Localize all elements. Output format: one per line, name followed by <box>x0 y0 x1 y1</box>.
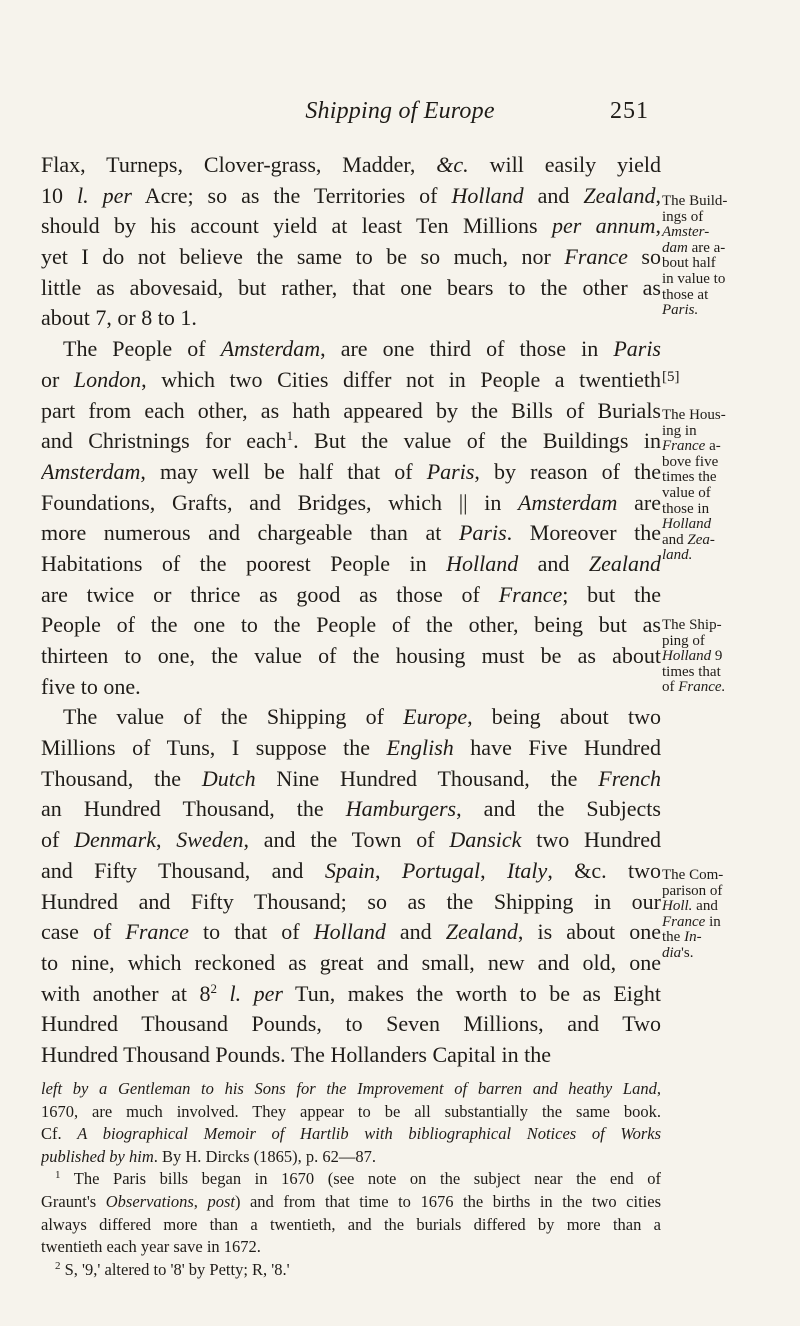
margin-note-line: dam are a- <box>662 239 726 256</box>
margin-note-line: those at <box>662 286 709 303</box>
text-line: The value of the Shipping of Europe, being about two <box>63 704 661 730</box>
margin-note-line: Holland <box>662 516 712 533</box>
text-line: are twice or thrice as good as those of France; but the <box>41 581 661 607</box>
margin-note-line: those in <box>662 500 710 517</box>
text-line: case of France to that of Holland and Zealand, is about one <box>41 919 661 945</box>
text-line: more numerous and chargeable than at Paris. Moreover the <box>41 520 661 546</box>
running-title: Shipping of Europe <box>305 98 495 124</box>
footnote-line: Graunt's Observations, post) and from that time to 1676 the births in the two cities <box>41 1191 661 1211</box>
text-line: and Christnings for each$^1$. But the value of the Buildings in <box>41 428 661 454</box>
margin-note-line: value of <box>662 484 711 501</box>
text-line: thirteen to one, the value of the housing must be as about <box>41 643 661 668</box>
margin-note-line: The Hous- <box>662 407 726 423</box>
margin-note-line: France a- <box>662 438 721 455</box>
margin-note-line: of France. <box>662 679 726 696</box>
text-line: Thousand, the Dutch Nine Hundred Thousand, the French <box>41 765 661 791</box>
text-line: part from each other, as hath appeared by the Bills of Burials <box>41 397 661 423</box>
page-number: 251 <box>610 98 649 124</box>
margin-note-line: and Zea- <box>662 531 715 548</box>
margin-note-line: [5] <box>662 369 680 385</box>
text-line: Habitations of the poorest People in Holland and Zealand <box>41 550 661 576</box>
margin-note-line: The Ship- <box>662 617 722 633</box>
text-line: People of the one to the People of the other, being but as <box>41 612 661 638</box>
margin-note-line: The Com- <box>662 867 724 883</box>
footnote-line: Cf. A biographical Memoir of Hartlib with bibliographical Notices of Works <box>41 1124 661 1144</box>
text-line: Hundred and Fifty Thousand; so as the Shipping in our <box>41 888 661 914</box>
text-line: yet I do not believe the same to be so much, nor France so <box>41 244 661 270</box>
text-line: should by his account yield at least Ten Millions per annum, <box>41 213 661 239</box>
text-line: an Hundred Thousand, the Hamburgers, and the Subjects <box>41 796 661 822</box>
text-line: of Denmark, Sweden, and the Town of Dansick two Hundred <box>41 827 661 853</box>
margin-note-line: Amster- <box>662 224 710 241</box>
text-line: 10 l. per Acre; so as the Territories of Holland and Zealand, <box>41 182 661 208</box>
footnotes <box>41 1078 661 1281</box>
margin-note <box>662 618 797 696</box>
text-line: five to one. <box>41 673 141 699</box>
text-line: little as abovesaid, but rather, that one bears to the other as <box>41 274 661 300</box>
footnote-line: published by him. By H. Dircks (1865), p. 62—87. <box>41 1146 377 1166</box>
margin-note-line: France in <box>662 913 721 930</box>
footnote-line: twentieth each year save in 1672. <box>41 1237 261 1257</box>
margin-note <box>662 408 797 564</box>
margin-note-line: parison of <box>662 882 723 899</box>
text-line: and Fifty Thousand, and Spain, Portugal, Italy, &c. two <box>41 857 661 883</box>
footnote-line: $^1$ The Paris bills began in 1670 (see note on the subject near the end of <box>55 1169 661 1189</box>
text-line: Hundred Thousand Pounds, to Seven Millions, and Two <box>41 1011 661 1037</box>
text-line: with another at $8^2$ l. per Tun, makes the worth to be as Eight <box>41 980 661 1006</box>
margin-note-line: ping of <box>662 632 705 649</box>
margin-note <box>662 370 797 386</box>
footnote-line: $^2$ S, '9,' altered to '8' by Petty; R, '8.' <box>55 1259 290 1279</box>
text-line: Amsterdam, may well be half that of Paris, by reason of the <box>41 458 661 484</box>
margin-note-line: times that <box>662 663 721 680</box>
margin-note <box>662 194 797 319</box>
margin-note-line: bove five <box>662 453 719 470</box>
margin-note-line: the In- <box>662 929 702 946</box>
margin-note-line: ings of <box>662 208 704 225</box>
margin-note-line: times the <box>662 469 717 486</box>
main-text <box>41 150 661 1071</box>
margin-note-line: in value to <box>662 270 726 287</box>
text-line: The People of Amsterdam, are one third of those in Paris <box>63 336 661 362</box>
margin-note-line: ing in <box>662 422 697 439</box>
margin-note-line: dia's. <box>662 944 694 961</box>
page-header <box>0 98 800 132</box>
margin-note-line: land. <box>662 547 693 564</box>
margin-note-line: Holland 9 <box>662 648 723 665</box>
text-line: to nine, which reckoned as great and small, new and old, one <box>41 949 661 975</box>
footnote-line: 1670, are much involved. They appear to be all substantially the same book. <box>41 1101 661 1121</box>
text-line: Flax, Turneps, Clover-grass, Madder, &c. will easily yield <box>41 152 661 177</box>
margin-note-line: bout half <box>662 255 716 272</box>
margin-note <box>662 868 797 962</box>
text-line: about 7, or 8 to 1. <box>41 305 197 331</box>
margin-note-line: Paris. <box>662 302 699 319</box>
footnote-line: left by a Gentleman to his Sons for the Improvement of barren and heathy Land, <box>41 1079 661 1098</box>
text-line: Millions of Tuns, I suppose the English have Five Hundred <box>41 735 661 761</box>
text-line: Hundred Thousand Pounds. The Hollanders Capital in the <box>41 1041 552 1067</box>
text-line: or London, which two Cities differ not in People a twentieth <box>41 366 661 392</box>
footnote-line: always differed more than a twentieth, and the burials differed by more than a <box>41 1214 661 1234</box>
margin-note-line: Holl. and <box>662 898 718 915</box>
margin-note-line: The Build- <box>662 193 728 209</box>
text-line: Foundations, Grafts, and Bridges, which || in Amsterdam are <box>41 489 661 515</box>
